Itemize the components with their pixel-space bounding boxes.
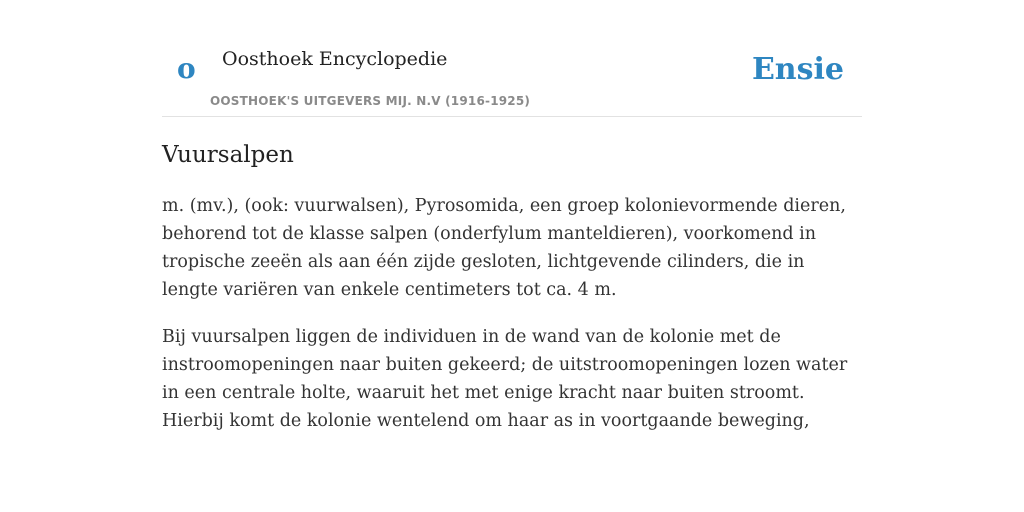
entry-paragraph: m. (mv.), (ook: vuurwalsen), Pyrosomida, een groep kolonievormende dieren, behorend tot de klasse salpen (onderfylum manteldieren), voorkomend in tropische zeeën als aan één zijde gesloten, lichtgevende cilinders, die in lengte variëren van enkele centimeters tot ca. 4 m. [162,196,846,300]
source-logo[interactable]: o [177,52,196,85]
source-title-link[interactable]: Oosthoek Encyclopedie [222,48,448,70]
source-publisher: OOSTHOEK'S UITGEVERS MIJ. N.V (1916-1925) [210,94,531,108]
entry-title: Vuursalpen [162,142,294,168]
entry-paragraph: Bij vuursalpen liggen de individuen in de wand van de kolonie met de instroomopeningen naar buiten gekeerd; de uitstroomopeningen lozen water in een centrale holte, waaruit het met enige kracht naar buiten stroomt. Hierbij komt de kolonie wentelend om haar as in voortgaande beweging, [162,327,848,431]
page-container [162,0,862,431]
entry-body [162,192,862,454]
ensie-logo-link[interactable]: Ensie [751,52,844,87]
source-header [162,0,862,117]
